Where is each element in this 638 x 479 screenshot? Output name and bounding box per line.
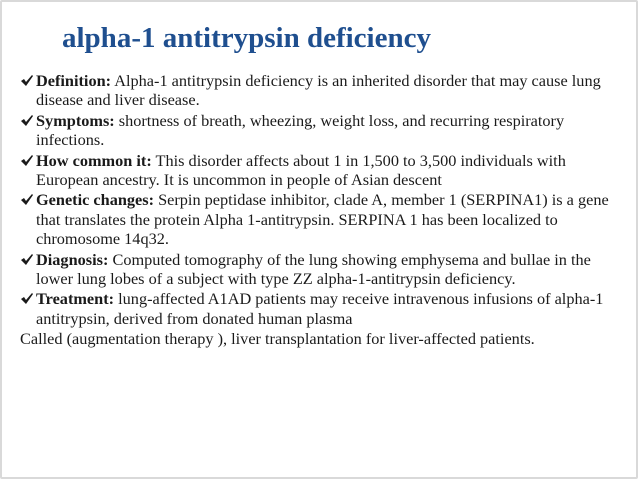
bullet-symptoms (20, 111, 630, 150)
bullet-genetic-changes (20, 190, 630, 248)
bullet-label: Diagnosis: (36, 249, 109, 269)
bullet-diagnosis (20, 250, 630, 289)
checkmark-arrow-icon (20, 151, 35, 167)
bullet-text: Alpha-1 antitrypsin deficiency is an inherited disorder that may cause lung disease and liver disease. (36, 71, 601, 110)
bullet-label: Treatment: (36, 289, 115, 309)
bullet-label: Definition: (36, 71, 112, 90)
checkmark-arrow-icon (20, 190, 35, 206)
checkmark-arrow-icon (20, 111, 35, 127)
bullet-text: Computed tomography of the lung showing emphysema and bullae in the lower lung lobes of a subject with type ZZ alpha-1-antitrypsin deficiency. (36, 249, 591, 289)
slide-content (20, 71, 630, 349)
bullet-label: How common it: (36, 150, 152, 170)
bullet-label: Symptoms: (36, 110, 115, 130)
bullet-text: This disorder affects about 1 in 1,500 to 3,500 individuals with European ancestry. It is uncommon in people of Asian descent (36, 150, 566, 190)
bullet-text: shortness of breath, wheezing, weight loss, and recurring respiratory infections. (36, 110, 565, 150)
closing-paragraph: Called (augmentation therapy ), liver transplantation for liver-affected patients. (20, 329, 535, 349)
checkmark-arrow-icon (20, 250, 35, 266)
bullet-text: lung-affected A1AD patients may receive intravenous infusions of alpha-1 antitrypsin, derived from donated human plasma (36, 289, 604, 328)
slide-title: alpha-1 antitrypsin deficiency (62, 22, 431, 54)
bullet-text: Serpin peptidase inhibitor, clade A, member 1 (SERPINA1) is a gene that translates the protein Alpha 1-antitrypsin. SERPINA 1 has been localized to chromosome 14q32. (36, 190, 609, 249)
bullet-how-common (20, 151, 630, 190)
bullet-definition (20, 71, 630, 110)
bullet-label: Genetic changes: (36, 190, 155, 210)
checkmark-arrow-icon (20, 71, 35, 87)
checkmark-arrow-icon (20, 289, 35, 305)
bullet-treatment (20, 289, 630, 328)
